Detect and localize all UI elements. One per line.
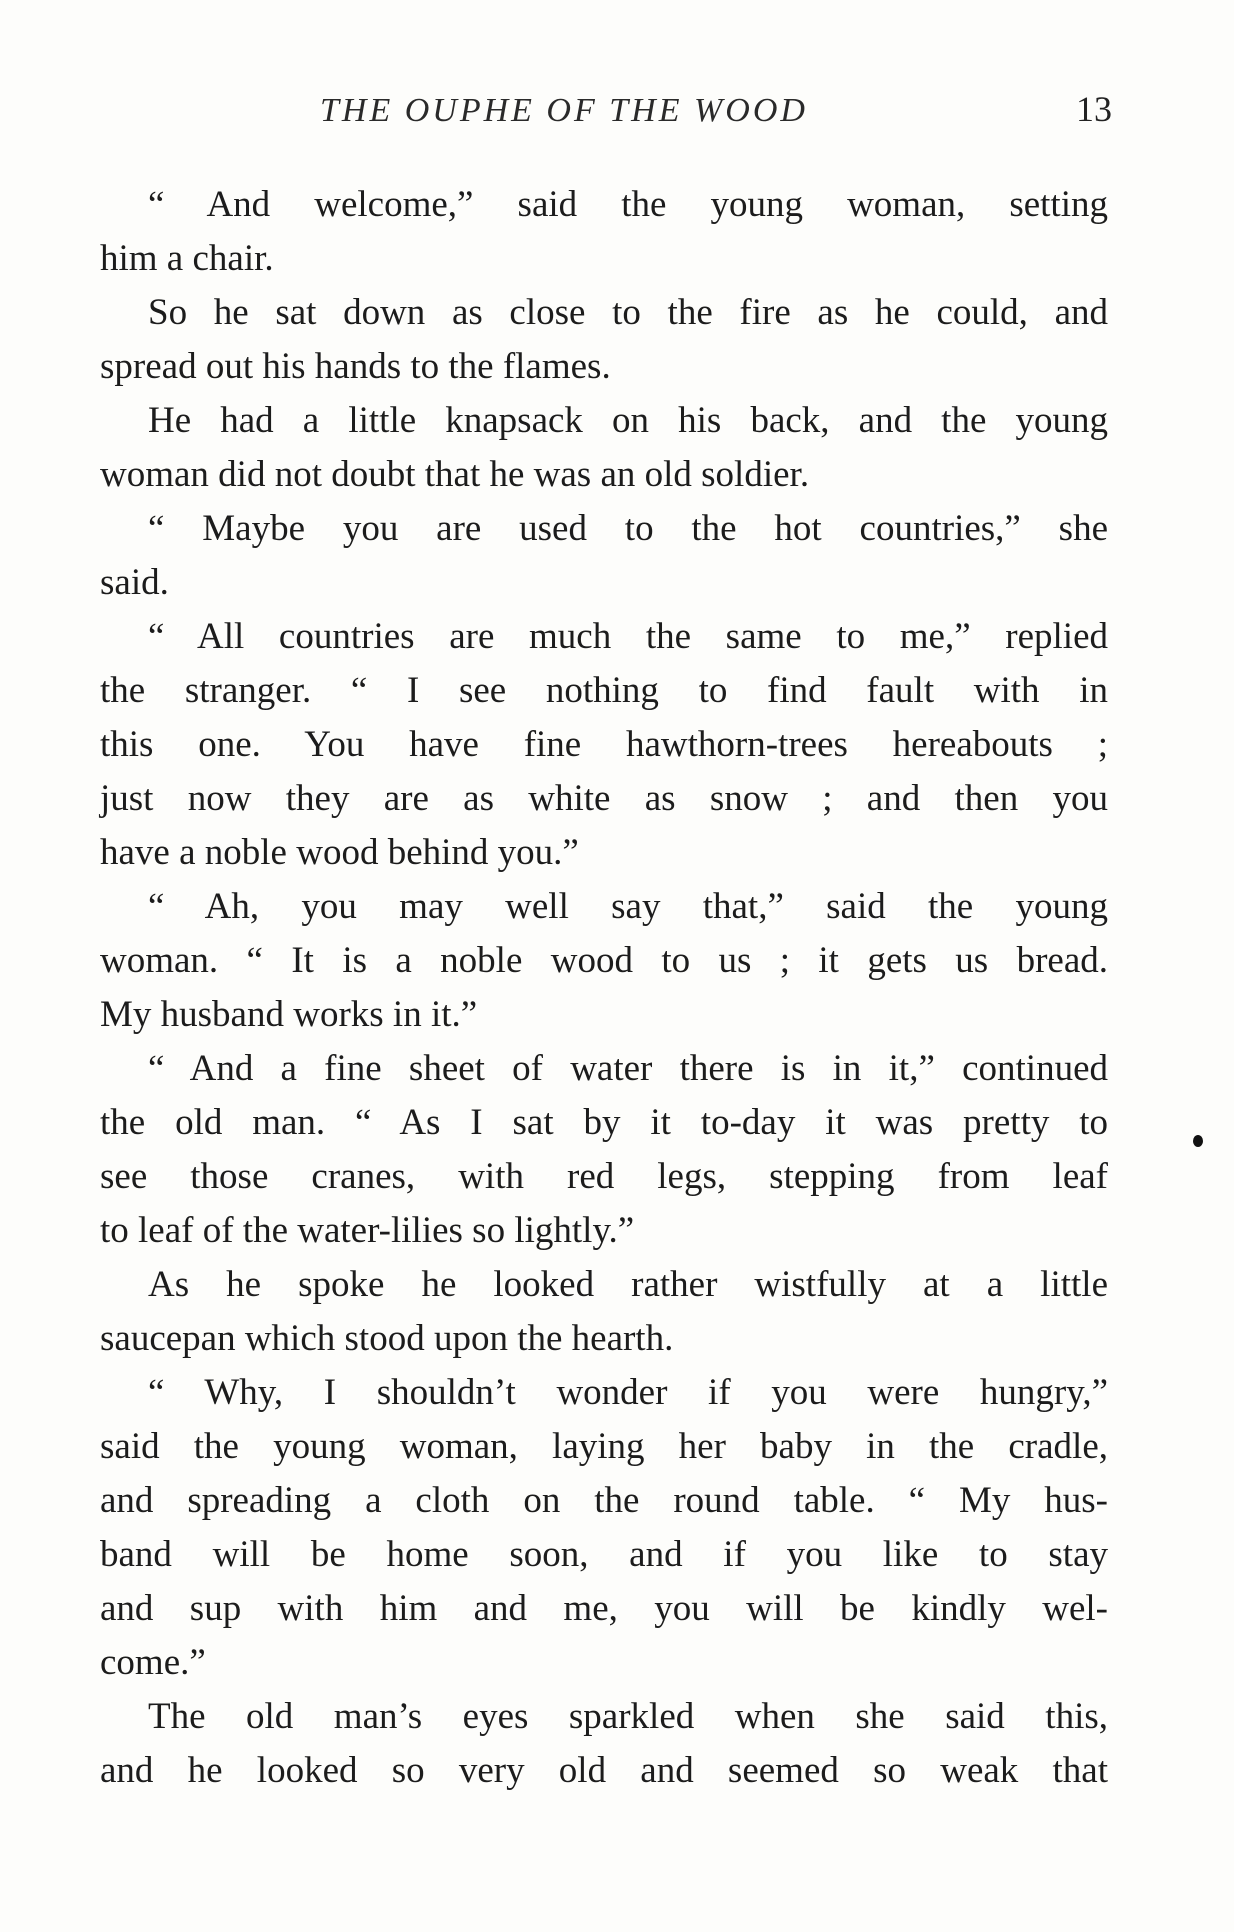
text-line: saucepan which stood upon the hearth. bbox=[100, 1318, 674, 1359]
text-line: just now they are as white as snow ; and then you bbox=[100, 778, 1108, 819]
text-line: My husband works in it.” bbox=[100, 994, 478, 1035]
body-text bbox=[100, 178, 1108, 1798]
text-line: “ Why, I shouldn’t wonder if you were hungry,” bbox=[148, 1372, 1108, 1413]
text-line: “ Ah, you may well say that,” said the young bbox=[148, 886, 1108, 927]
text-line: band will be home soon, and if you like to stay bbox=[100, 1534, 1108, 1575]
text-line: “ And welcome,” said the young woman, setting bbox=[148, 184, 1108, 225]
text-line: He had a little knapsack on his back, and the young bbox=[148, 400, 1108, 441]
text-line: to leaf of the water-lilies so lightly.” bbox=[100, 1210, 635, 1251]
running-title: THE OUPHE OF THE WOOD bbox=[320, 92, 808, 129]
text-line: The old man’s eyes sparkled when she said this, bbox=[148, 1696, 1108, 1737]
text-line: him a chair. bbox=[100, 238, 274, 279]
ink-speck bbox=[1193, 1135, 1203, 1147]
text-line: “ Maybe you are used to the hot countries,” she bbox=[148, 508, 1108, 549]
text-line: come.” bbox=[100, 1642, 206, 1683]
text-line: and sup with him and me, you will be kindly wel- bbox=[100, 1588, 1108, 1629]
text-line: So he sat down as close to the fire as he could, and bbox=[148, 292, 1108, 333]
page-number: 13 bbox=[1076, 89, 1112, 129]
text-line: “ All countries are much the same to me,” replied bbox=[148, 616, 1108, 657]
text-line: the stranger. “ I see nothing to find fault with in bbox=[100, 670, 1108, 711]
text-line: this one. You have fine hawthorn-trees hereabouts ; bbox=[100, 724, 1108, 765]
running-head bbox=[100, 89, 1112, 142]
text-line: and spreading a cloth on the round table. “ My hus- bbox=[100, 1480, 1108, 1521]
text-line: said the young woman, laying her baby in the cradle, bbox=[100, 1426, 1108, 1467]
text-line: said. bbox=[100, 562, 169, 603]
text-line: spread out his hands to the flames. bbox=[100, 346, 611, 387]
text-line: the old man. “ As I sat by it to-day it was pretty to bbox=[100, 1102, 1108, 1143]
text-line: As he spoke he looked rather wistfully at a little bbox=[148, 1264, 1108, 1305]
text-line: have a noble wood behind you.” bbox=[100, 832, 579, 873]
text-line: see those cranes, with red legs, stepping from leaf bbox=[100, 1156, 1108, 1197]
text-line: “ And a fine sheet of water there is in it,” continued bbox=[148, 1048, 1108, 1089]
text-line: and he looked so very old and seemed so weak that bbox=[100, 1750, 1108, 1791]
text-line: woman did not doubt that he was an old soldier. bbox=[100, 454, 810, 495]
text-line: woman. “ It is a noble wood to us ; it gets us bread. bbox=[100, 940, 1108, 981]
